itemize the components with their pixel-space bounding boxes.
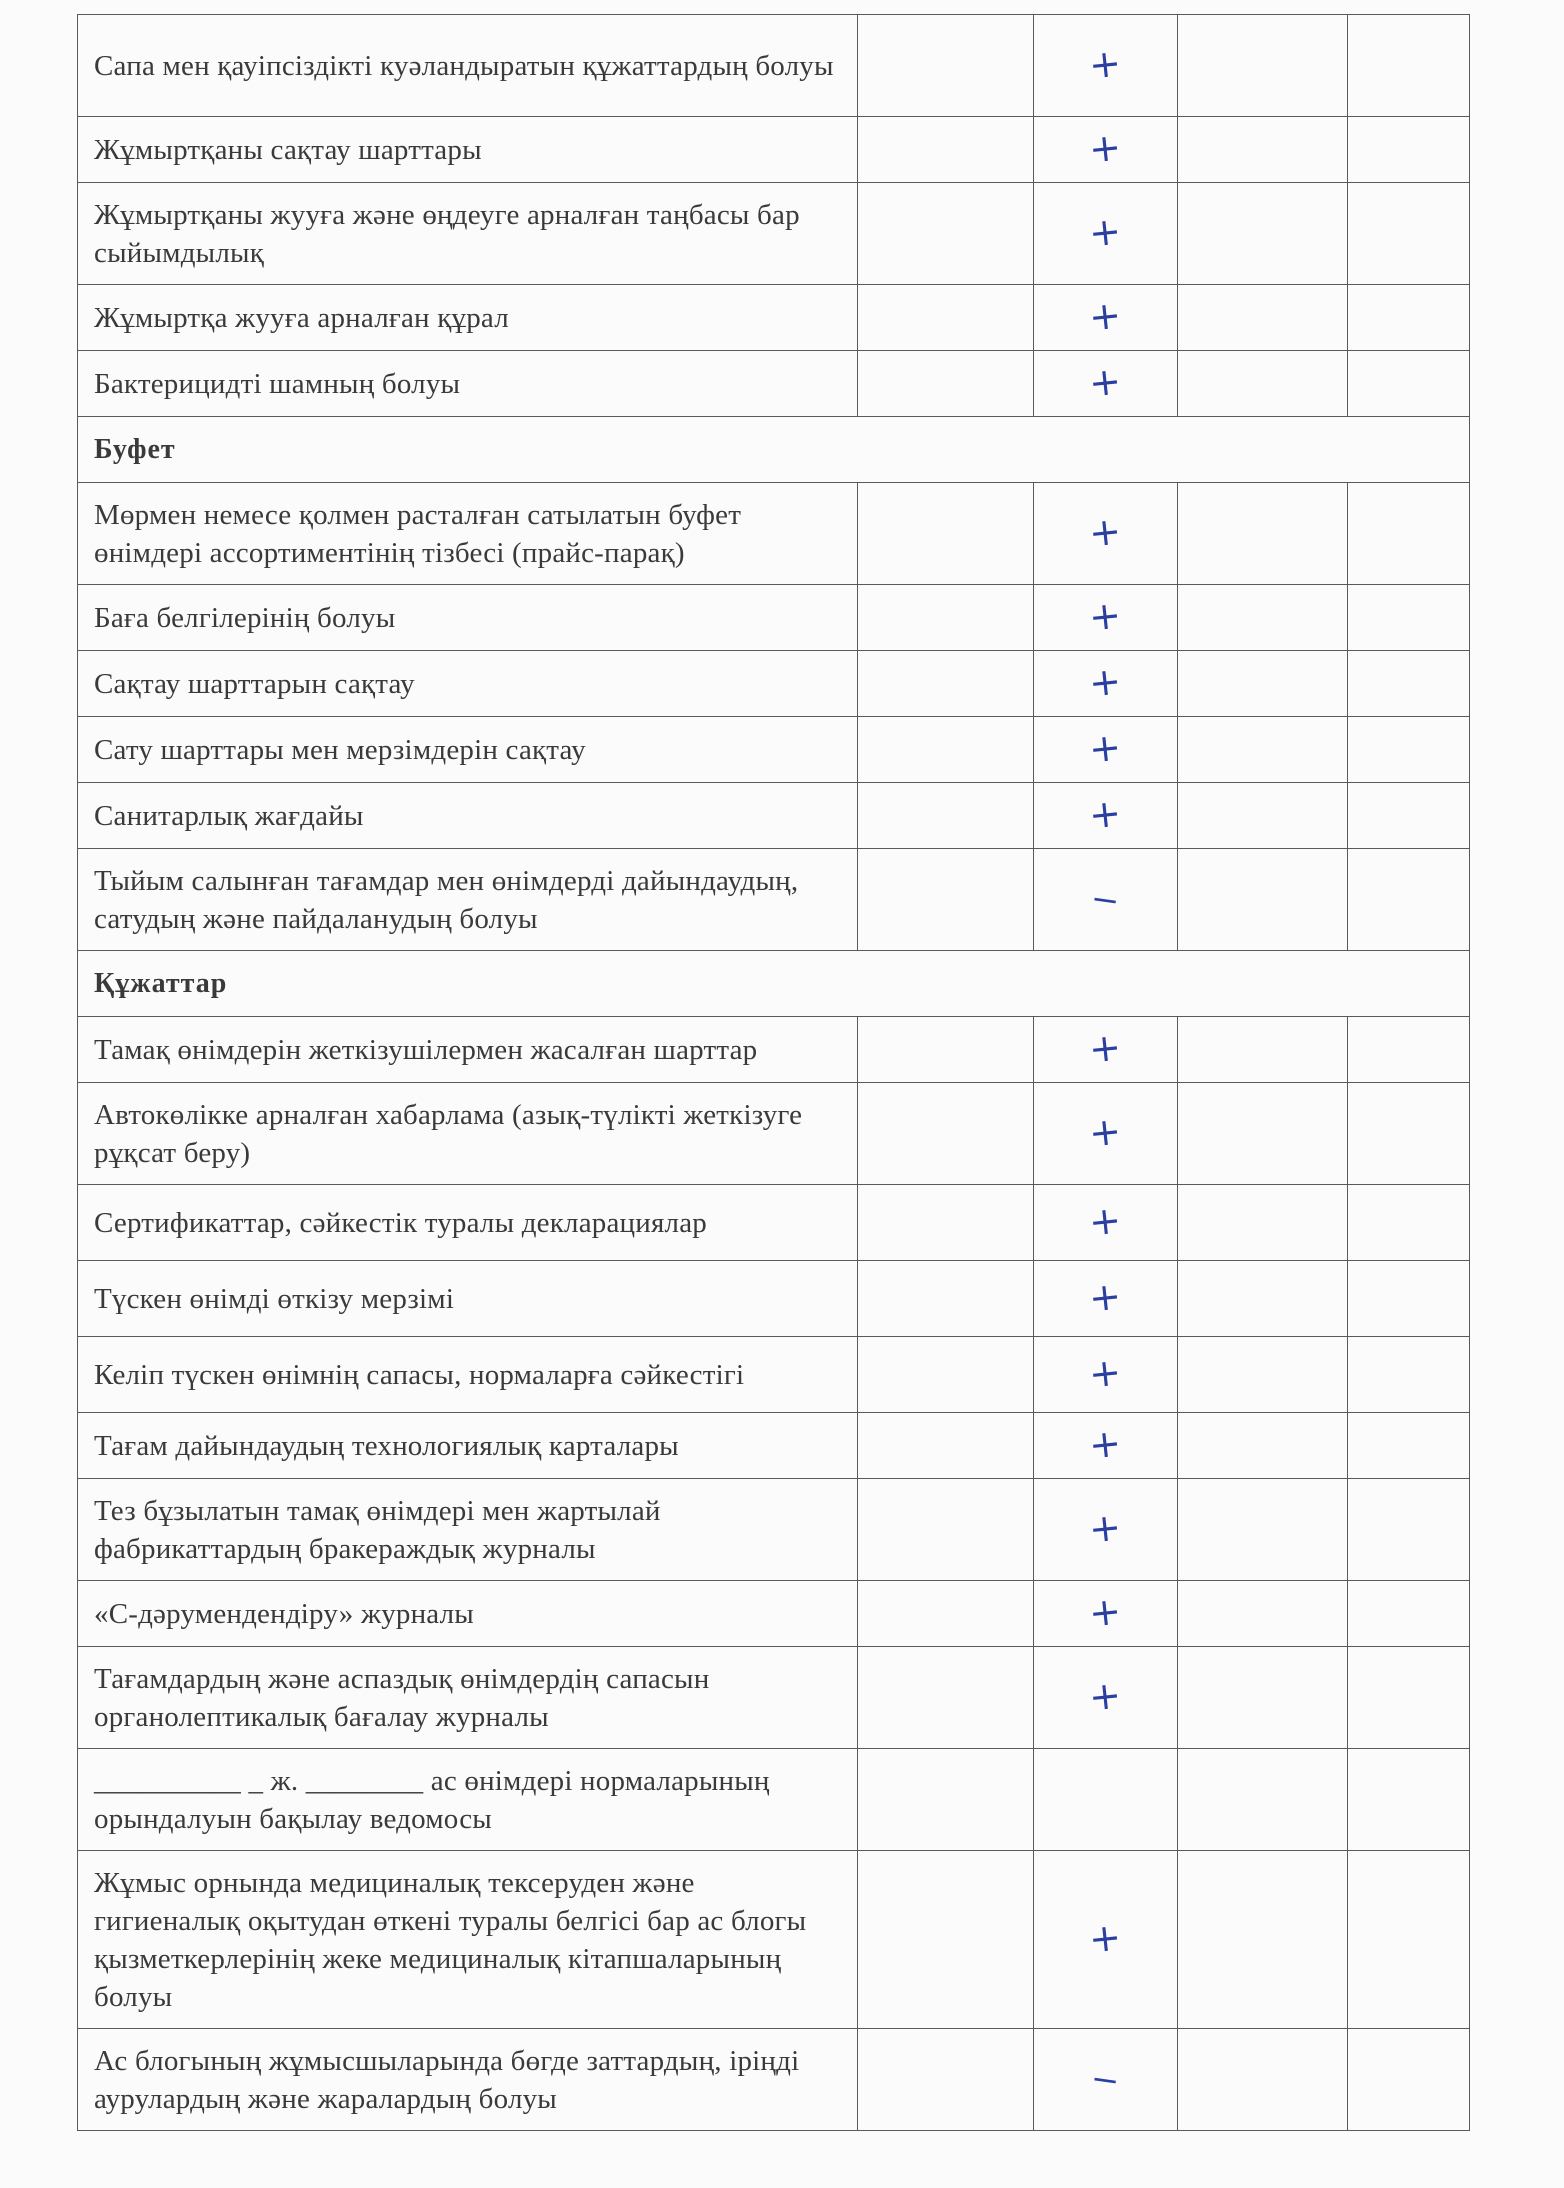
criterion-text: Тыйым салынған тағамдар мен өнімдерді дайындаудың, сатудың және пайдаланудың болуы [78,849,858,951]
handwritten-plus-mark: + [1087,507,1124,556]
blank-cell [858,351,1034,417]
blank-cell [1348,1261,1470,1337]
blank-cell [1178,1581,1348,1647]
checklist-row [78,15,1470,117]
blank-cell [1178,351,1348,417]
checklist-row [78,2029,1470,2131]
checklist-row [78,1851,1470,2029]
blank-cell [858,849,1034,951]
checklist-row [78,651,1470,717]
handwritten-plus-mark: + [1087,1419,1124,1468]
blank-cell [858,483,1034,585]
handwritten-plus-mark: + [1087,1196,1124,1245]
mark-cell [1034,1749,1178,1851]
mark-cell [1034,651,1178,717]
blank-cell [1178,483,1348,585]
blank-cell [1348,1479,1470,1581]
blank-cell [1348,651,1470,717]
criterion-text: Тағам дайындаудың технологиялық карталары [78,1413,858,1479]
criterion-text: Автокөлікке арналған хабарлама (азық-түлікті жеткізуге рұқсат беру) [78,1083,858,1185]
checklist-row [78,285,1470,351]
mark-cell [1034,285,1178,351]
criterion-text: Тез бұзылатын тамақ өнімдері мен жартылай фабрикаттардың бракераждық журналы [78,1479,858,1581]
handwritten-minus-mark: – [1089,2053,1122,2102]
handwritten-plus-mark: + [1087,39,1124,88]
blank-cell [1178,1261,1348,1337]
mark-cell [1034,2029,1178,2131]
blank-cell [1348,1185,1470,1261]
mark-cell [1034,1479,1178,1581]
criterion-text: Жұмыс орнында медициналық тексеруден және гигиеналық оқытудан өткені туралы белгісі бар ас блогы қызметкерлерінің жеке медициналық кітапшаларының болуы [78,1851,858,2029]
handwritten-plus-mark: + [1087,591,1124,640]
blank-cell [1178,585,1348,651]
handwritten-plus-mark: + [1087,1587,1124,1636]
mark-cell [1034,1581,1178,1647]
blank-cell [1178,1337,1348,1413]
blank-cell [1178,117,1348,183]
handwritten-plus-mark: + [1087,1348,1124,1397]
blank-cell [1348,285,1470,351]
checklist-row [78,1413,1470,1479]
blank-cell [858,183,1034,285]
blank-cell [1178,15,1348,117]
blank-cell [858,783,1034,849]
blank-cell [1348,1647,1470,1749]
mark-cell [1034,1337,1178,1413]
mark-cell [1034,483,1178,585]
blank-cell [858,1749,1034,1851]
handwritten-plus-mark: + [1087,1913,1124,1962]
blank-cell [1348,1083,1470,1185]
handwritten-plus-mark: + [1087,1023,1124,1072]
checklist-row [78,717,1470,783]
criterion-text: Тағамдардың және аспаздық өнімдердің сапасын органолептикалық бағалау журналы [78,1647,858,1749]
blank-cell [1348,1413,1470,1479]
blank-cell [1178,1647,1348,1749]
checklist-row [78,783,1470,849]
criterion-text: Ас блогының жұмысшыларында бөгде заттардың, іріңді аурулардың және жаралардың болуы [78,2029,858,2131]
mark-cell [1034,717,1178,783]
blank-cell [1178,783,1348,849]
blank-cell [858,285,1034,351]
blank-cell [1348,1581,1470,1647]
blank-cell [858,1479,1034,1581]
blank-cell [1348,849,1470,951]
criterion-text: Сертификаттар, сәйкестік туралы декларациялар [78,1185,858,1261]
criterion-text: __________ _ ж. ________ ас өнімдері нормаларының орындалуын бақылау ведомосы [78,1749,858,1851]
mark-cell [1034,15,1178,117]
handwritten-plus-mark: + [1087,789,1124,838]
checklist-row [78,1581,1470,1647]
checklist-row [78,1017,1470,1083]
mark-cell [1034,117,1178,183]
blank-cell [1348,1337,1470,1413]
checklist-row [78,1337,1470,1413]
mark-cell [1034,183,1178,285]
handwritten-plus-mark: + [1087,123,1124,172]
mark-cell [1034,585,1178,651]
criterion-text: Келіп түскен өнімнің сапасы, нормаларға сәйкестігі [78,1337,858,1413]
mark-cell [1034,1647,1178,1749]
blank-cell [1348,183,1470,285]
blank-cell [1178,1083,1348,1185]
handwritten-plus-mark: + [1087,291,1124,340]
criterion-text: Баға белгілерінің болуы [78,585,858,651]
blank-cell [858,1017,1034,1083]
blank-cell [858,117,1034,183]
checklist-body [78,15,1470,2131]
blank-cell [858,1647,1034,1749]
blank-cell [1178,1413,1348,1479]
criterion-text: Түскен өнімді өткізу мерзімі [78,1261,858,1337]
checklist-row [78,1749,1470,1851]
checklist-row [78,351,1470,417]
checklist-row [78,1479,1470,1581]
blank-cell [858,1083,1034,1185]
blank-cell [1178,183,1348,285]
criterion-text: Сақтау шарттарын сақтау [78,651,858,717]
criterion-text: «С-дәрумендендіру» журналы [78,1581,858,1647]
checklist-row [78,117,1470,183]
handwritten-plus-mark: + [1087,1107,1124,1156]
blank-cell [1178,1749,1348,1851]
blank-cell [858,1185,1034,1261]
mark-cell [1034,1083,1178,1185]
blank-cell [1348,717,1470,783]
blank-cell [1348,783,1470,849]
checklist-row [78,483,1470,585]
blank-cell [1348,483,1470,585]
handwritten-minus-mark: – [1089,873,1122,922]
mark-cell [1034,1261,1178,1337]
mark-cell [1034,783,1178,849]
criterion-text: Мөрмен немесе қолмен расталған сатылатын буфет өнімдері ассортиментінің тізбесі (прайс-парақ) [78,483,858,585]
blank-cell [1178,1851,1348,2029]
handwritten-plus-mark: + [1087,1503,1124,1552]
checklist-row [78,1083,1470,1185]
blank-cell [1348,351,1470,417]
blank-cell [858,585,1034,651]
checklist-row [78,849,1470,951]
blank-cell [1348,1749,1470,1851]
handwritten-plus-mark: + [1087,1272,1124,1321]
blank-cell [858,2029,1034,2131]
blank-cell [1178,1017,1348,1083]
section-title: Құжаттар [78,951,1470,1017]
handwritten-plus-mark: + [1087,1671,1124,1720]
checklist-row [78,1261,1470,1337]
mark-cell [1034,1413,1178,1479]
mark-cell [1034,1185,1178,1261]
mark-cell [1034,849,1178,951]
criterion-text: Жұмыртқаны жууға және өңдеуге арналған таңбасы бар сыйымдылық [78,183,858,285]
criterion-text: Тамақ өнімдерін жеткізушілермен жасалған шарттар [78,1017,858,1083]
blank-cell [1348,585,1470,651]
checklist-table [77,14,1470,2131]
criterion-text: Санитарлық жағдайы [78,783,858,849]
handwritten-plus-mark: + [1087,657,1124,706]
blank-cell [858,15,1034,117]
mark-cell [1034,1851,1178,2029]
handwritten-plus-mark: + [1087,723,1124,772]
blank-cell [858,1261,1034,1337]
checklist-row [78,585,1470,651]
blank-cell [1348,2029,1470,2131]
blank-cell [858,1337,1034,1413]
criterion-text: Жұмыртқаны сақтау шарттары [78,117,858,183]
blank-cell [1178,1479,1348,1581]
blank-cell [858,1581,1034,1647]
criterion-text: Жұмыртқа жууға арналған құрал [78,285,858,351]
checklist-row [78,1185,1470,1261]
blank-cell [1348,1017,1470,1083]
section-header-row [78,951,1470,1017]
criterion-text: Сапа мен қауіпсіздікті куәландыратын құжаттардың болуы [78,15,858,117]
blank-cell [1178,285,1348,351]
section-title: Буфет [78,417,1470,483]
checklist-row [78,1647,1470,1749]
section-header-row [78,417,1470,483]
blank-cell [1178,2029,1348,2131]
handwritten-plus-mark: + [1087,357,1124,406]
mark-cell [1034,1017,1178,1083]
criterion-text: Бактерицидті шамның болуы [78,351,858,417]
checklist-row [78,183,1470,285]
blank-cell [858,1413,1034,1479]
criterion-text: Сату шарттары мен мерзімдерін сақтау [78,717,858,783]
blank-cell [1348,1851,1470,2029]
blank-cell [858,1851,1034,2029]
blank-cell [1178,849,1348,951]
blank-cell [1348,15,1470,117]
blank-cell [858,717,1034,783]
blank-cell [1178,651,1348,717]
blank-cell [858,651,1034,717]
blank-cell [1178,1185,1348,1261]
mark-cell [1034,351,1178,417]
blank-cell [1178,717,1348,783]
blank-cell [1348,117,1470,183]
handwritten-plus-mark: + [1087,207,1124,256]
